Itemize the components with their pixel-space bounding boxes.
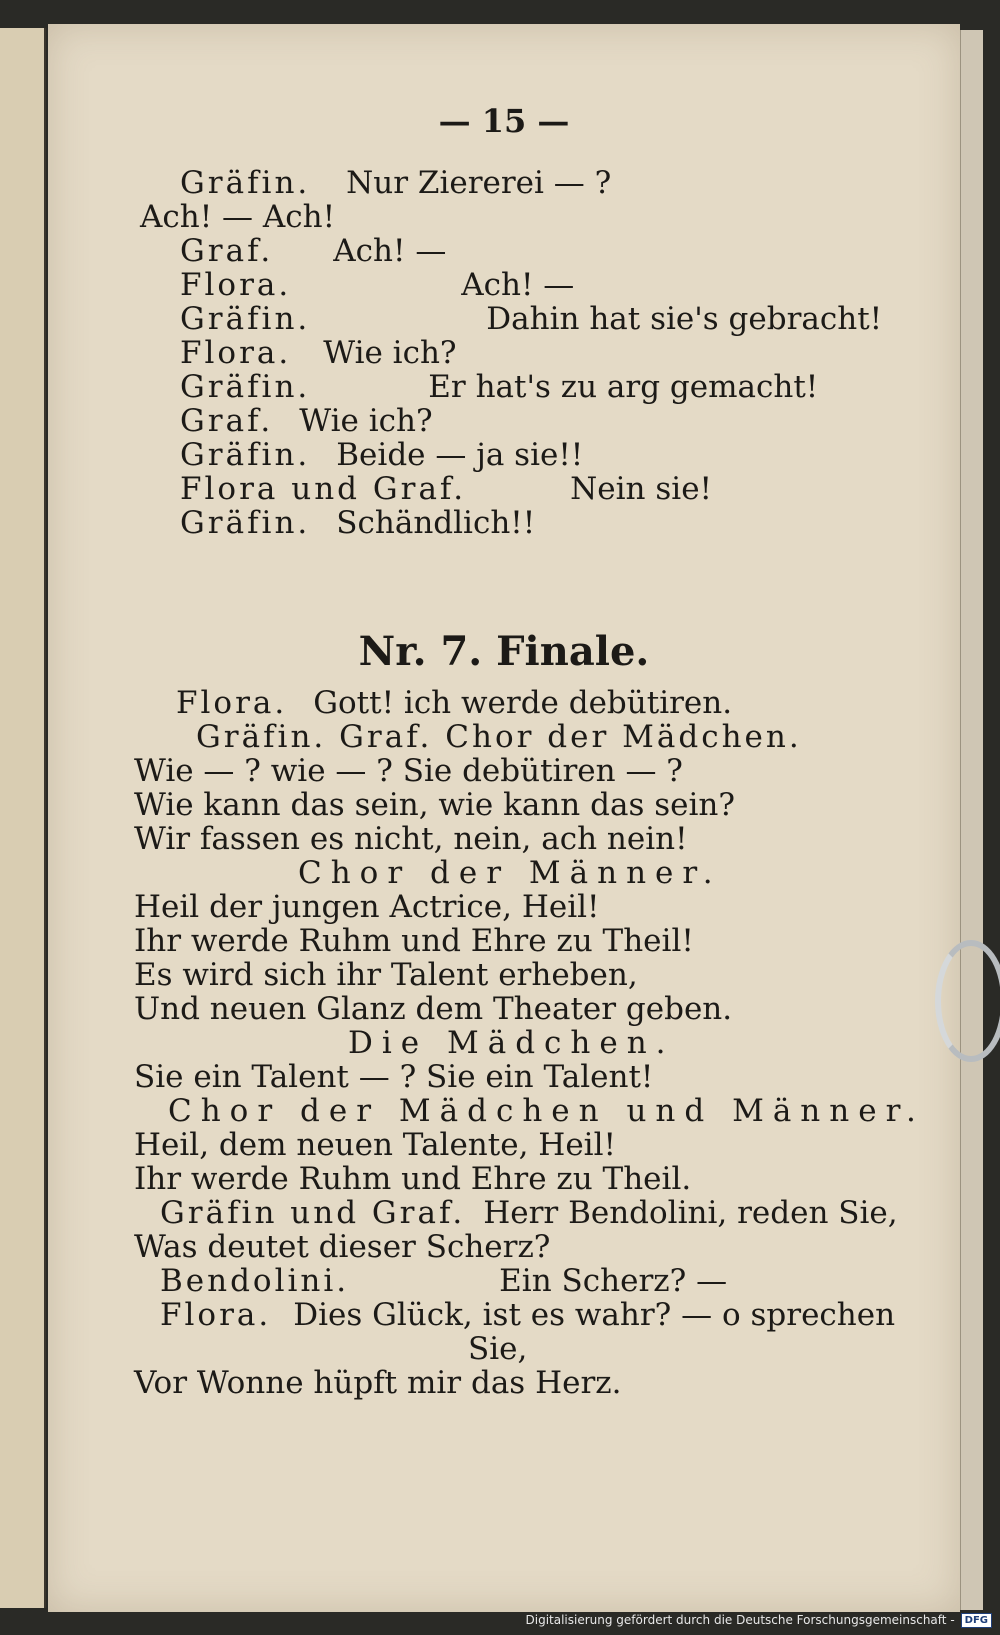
- text-line: [180, 336, 457, 370]
- text-line: [160, 1264, 727, 1298]
- verse: Ihr werde Ruhm und Ehre zu Theil.: [134, 1161, 692, 1197]
- text-line: [134, 1162, 691, 1196]
- text-line: [298, 856, 722, 890]
- speaker: Chor der Mädchen und Männer.: [168, 1093, 925, 1129]
- verse: Wir fassen es nicht, nein, ach nein!: [134, 821, 688, 857]
- speaker: Gräfin.: [180, 165, 311, 201]
- text-line: [134, 788, 735, 822]
- text-line: [168, 1094, 925, 1128]
- text-line: [134, 924, 694, 958]
- text-line: [180, 370, 818, 404]
- speaker: Flora.: [176, 685, 288, 721]
- text-line: [180, 234, 446, 268]
- verse: Beide — ja sie!!: [336, 437, 584, 473]
- text-line: [468, 1332, 527, 1366]
- verse: Heil der jungen Actrice, Heil!: [134, 889, 600, 925]
- text-line: [180, 404, 433, 438]
- text-line: [180, 302, 882, 336]
- verse: Gott! ich werde debütiren.: [313, 685, 733, 721]
- speaker: Gräfin.: [180, 369, 311, 405]
- verse: Er hat's zu arg gemacht!: [428, 369, 819, 405]
- speaker: Graf.: [180, 233, 274, 269]
- page-number: — 15 —: [438, 102, 570, 140]
- speaker: Flora.: [180, 335, 292, 371]
- text-line: [160, 1196, 898, 1230]
- verse: Was deutet dieser Scherz?: [134, 1229, 551, 1265]
- speaker: Gräfin.: [180, 301, 311, 337]
- text-line: [134, 890, 600, 924]
- text-line: [160, 1298, 895, 1332]
- verse: Ach! — Ach!: [140, 199, 336, 235]
- verse: Sie ein Talent — ? Sie ein Talent!: [134, 1059, 654, 1095]
- verse: Ihr werde Ruhm und Ehre zu Theil!: [134, 923, 694, 959]
- text-line: [134, 754, 683, 788]
- verse: Sie,: [468, 1331, 528, 1367]
- text-line: [180, 472, 712, 506]
- footer-credit: Digitalisierung gefördert durch die Deutsche Forschungsgemeinschaft -: [525, 1613, 955, 1627]
- speaker: Die Mädchen.: [348, 1025, 675, 1061]
- text-line: [134, 1230, 550, 1264]
- speaker: Flora und Graf.: [180, 471, 467, 507]
- text-line: [134, 1060, 653, 1094]
- verse: Wie — ? wie — ? Sie debütiren — ?: [134, 753, 683, 789]
- book-page: [48, 24, 960, 1612]
- dfg-logo: DFG: [961, 1613, 992, 1628]
- verse: Nur Ziererei — ?: [346, 165, 612, 201]
- speaker: Gräfin. Graf. Chor der Mädchen.: [196, 719, 802, 755]
- footer: [492, 1607, 992, 1633]
- verse: Wie kann das sein, wie kann das sein?: [134, 787, 735, 823]
- section-heading: Nr. 7. Finale.: [358, 628, 650, 675]
- speaker: Flora.: [160, 1297, 272, 1333]
- speaker: Gräfin.: [180, 505, 311, 541]
- text-line: [176, 686, 732, 720]
- speaker: Flora.: [180, 267, 292, 303]
- text-line: [140, 200, 335, 234]
- verse: Ach! —: [461, 267, 575, 303]
- verse: Herr Bendolini, reden Sie,: [483, 1195, 898, 1231]
- speaker: Graf.: [180, 403, 274, 439]
- verse: Ach! —: [333, 233, 447, 269]
- verse: Vor Wonne hüpft mir das Herz.: [134, 1365, 622, 1401]
- speaker: Gräfin und Graf.: [160, 1195, 466, 1231]
- text-line: [134, 1128, 616, 1162]
- text-line: [134, 992, 732, 1026]
- text-line: [196, 720, 802, 754]
- speaker: Bendolini.: [160, 1263, 350, 1299]
- text-line: [180, 268, 574, 302]
- text-line: [180, 166, 611, 200]
- verse: Dies Glück, ist es wahr? — o sprechen: [293, 1297, 896, 1333]
- speaker: Chor der Männer.: [298, 855, 722, 891]
- text-line: [134, 1366, 621, 1400]
- verse: Nein sie!: [570, 471, 713, 507]
- text-line: [134, 822, 688, 856]
- text-line: [134, 958, 638, 992]
- text-line: [180, 506, 535, 540]
- text-line: [348, 1026, 675, 1060]
- verse: Wie ich?: [323, 335, 457, 371]
- paper-clip: [935, 940, 1000, 1062]
- verse: Dahin hat sie's gebracht!: [486, 301, 883, 337]
- verse: Schändlich!!: [336, 505, 536, 541]
- text-line: [180, 438, 583, 472]
- left-page-edge: [0, 28, 46, 1608]
- verse: Ein Scherz? —: [499, 1263, 728, 1299]
- verse: Wie ich?: [299, 403, 433, 439]
- verse: Und neuen Glanz dem Theater geben.: [134, 991, 733, 1027]
- verse: Heil, dem neuen Talente, Heil!: [134, 1127, 616, 1163]
- verse: Es wird sich ihr Talent erheben,: [134, 957, 638, 993]
- speaker: Gräfin.: [180, 437, 311, 473]
- right-page-edge: [960, 30, 983, 1610]
